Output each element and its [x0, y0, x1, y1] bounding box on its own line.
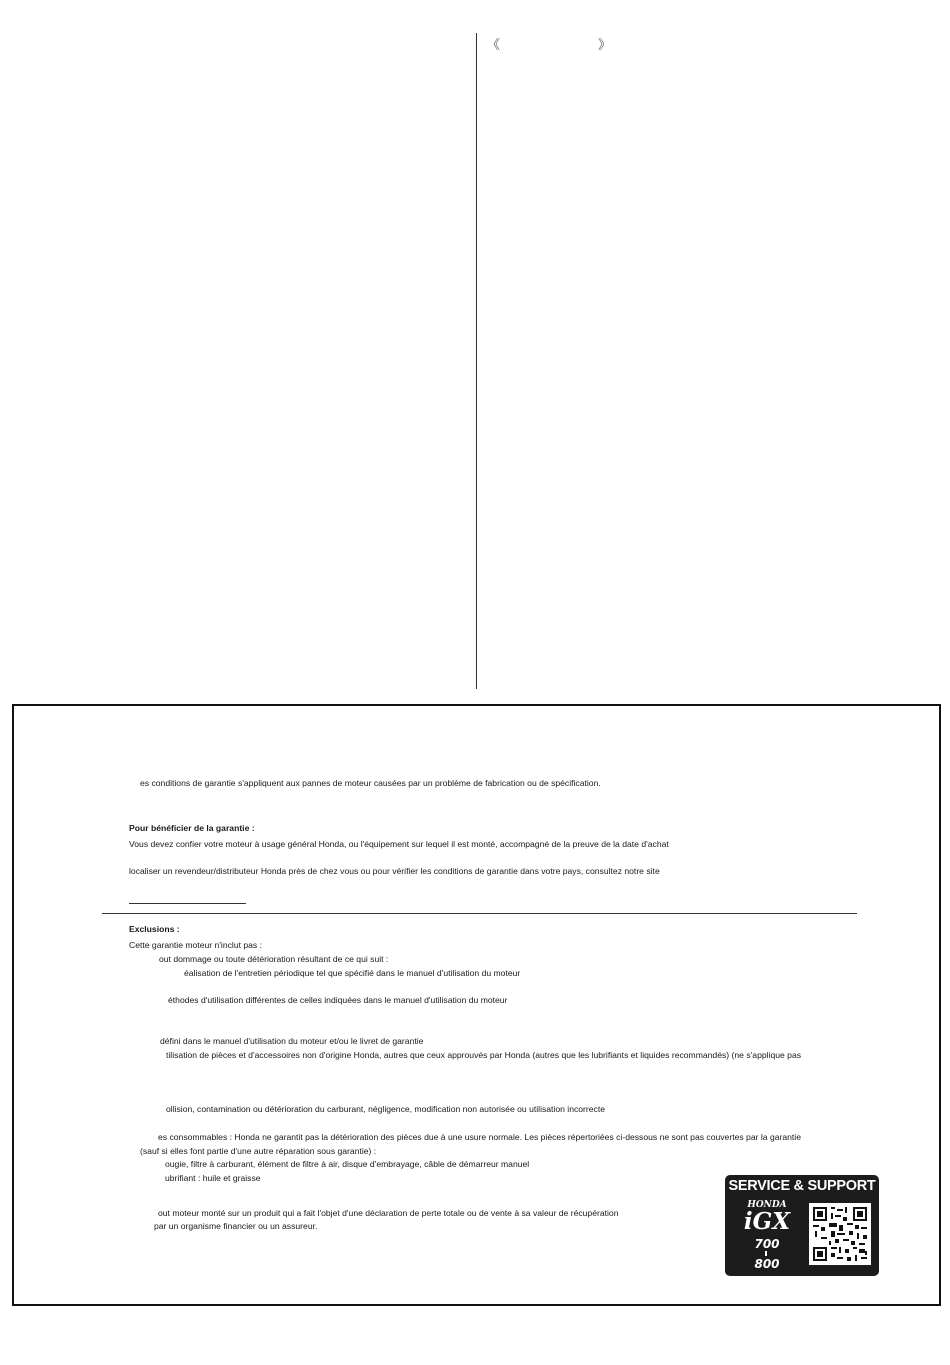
exclusion-line: out dommage ou toute détérioration résultant de ce qui suit : — [159, 954, 389, 964]
warranty-box — [12, 704, 941, 1306]
website-link-underline — [129, 903, 246, 904]
exclusion-line: ubrifiant : huile et graisse — [165, 1173, 261, 1183]
exclusion-line: ollision, contamination ou détérioration du carburant, négligence, modification non autorisée ou utilisation incorrecte — [166, 1104, 606, 1114]
service-support-badge[interactable] — [725, 1175, 879, 1276]
exclusion-line: (sauf si elles font partie d'une autre réparation sous garantie) : — [140, 1146, 377, 1156]
exclusion-line: tilisation de pièces et d'accessoires non d'origine Honda, autres que ceux approuvés par Honda (autres que les lubrifiants et liquides recommandés) (ne s'applique pas — [166, 1050, 802, 1060]
model-separator — [765, 1251, 767, 1256]
igx-logo: iGX — [743, 1208, 791, 1235]
exclusion-line: par un organisme financier ou un assureur. — [154, 1221, 318, 1231]
section-divider — [102, 913, 857, 914]
column-divider — [476, 33, 477, 689]
model-number-800: 800 — [754, 1257, 780, 1271]
right-guillemet: 》 — [598, 37, 612, 52]
qr-code-icon[interactable] — [809, 1203, 871, 1265]
badge-title: SERVICE & SUPPORT — [728, 1178, 876, 1194]
exclusion-line: défini dans le manuel d'utilisation du moteur et/ou le livret de garantie — [160, 1036, 424, 1046]
exclusions-title: Exclusions : — [129, 924, 180, 934]
exclusion-line: éthodes d'utilisation différentes de celles indiquées dans le manuel d'utilisation du moteur — [168, 995, 508, 1005]
exclusion-line: out moteur monté sur un produit qui a fait l'objet d'une déclaration de perte totale ou de vente à sa valeur de récupération — [158, 1208, 619, 1218]
model-number-700: 700 — [754, 1237, 780, 1251]
how-to-benefit-text: Vous devez confier votre moteur à usage général Honda, ou l'équipement sur lequel il est monté, accompagné de la preuve de la date d'achat — [129, 839, 669, 849]
exclusion-line: es consommables : Honda ne garantit pas la détérioration des pièces due à une usure normale. Les pièces répertoriées ci-dessous ne sont pas couvertes par la garantie — [158, 1132, 801, 1142]
left-guillemet: 《 — [487, 37, 501, 52]
exclusion-line: éalisation de l'entretien périodique tel que spécifié dans le manuel d'utilisation du moteur — [184, 968, 521, 978]
exclusions-intro: Cette garantie moteur n'inclut pas : — [129, 940, 263, 950]
dealer-locator-text: localiser un revendeur/distributeur Honda près de chez vous ou pour vérifier les conditions de garantie dans votre pays, consultez notre site — [129, 866, 660, 876]
honda-logo: HONDA — [747, 1200, 787, 1210]
exclusion-line: ougie, filtre à carburant, élément de filtre à air, disque d'embrayage, câble de démarreur manuel — [165, 1159, 530, 1169]
warranty-intro: es conditions de garantie s'appliquent aux pannes de moteur causées par un problème de fabrication ou de spécification. — [140, 778, 601, 788]
how-to-benefit-title: Pour bénéficier de la garantie : — [129, 823, 255, 833]
